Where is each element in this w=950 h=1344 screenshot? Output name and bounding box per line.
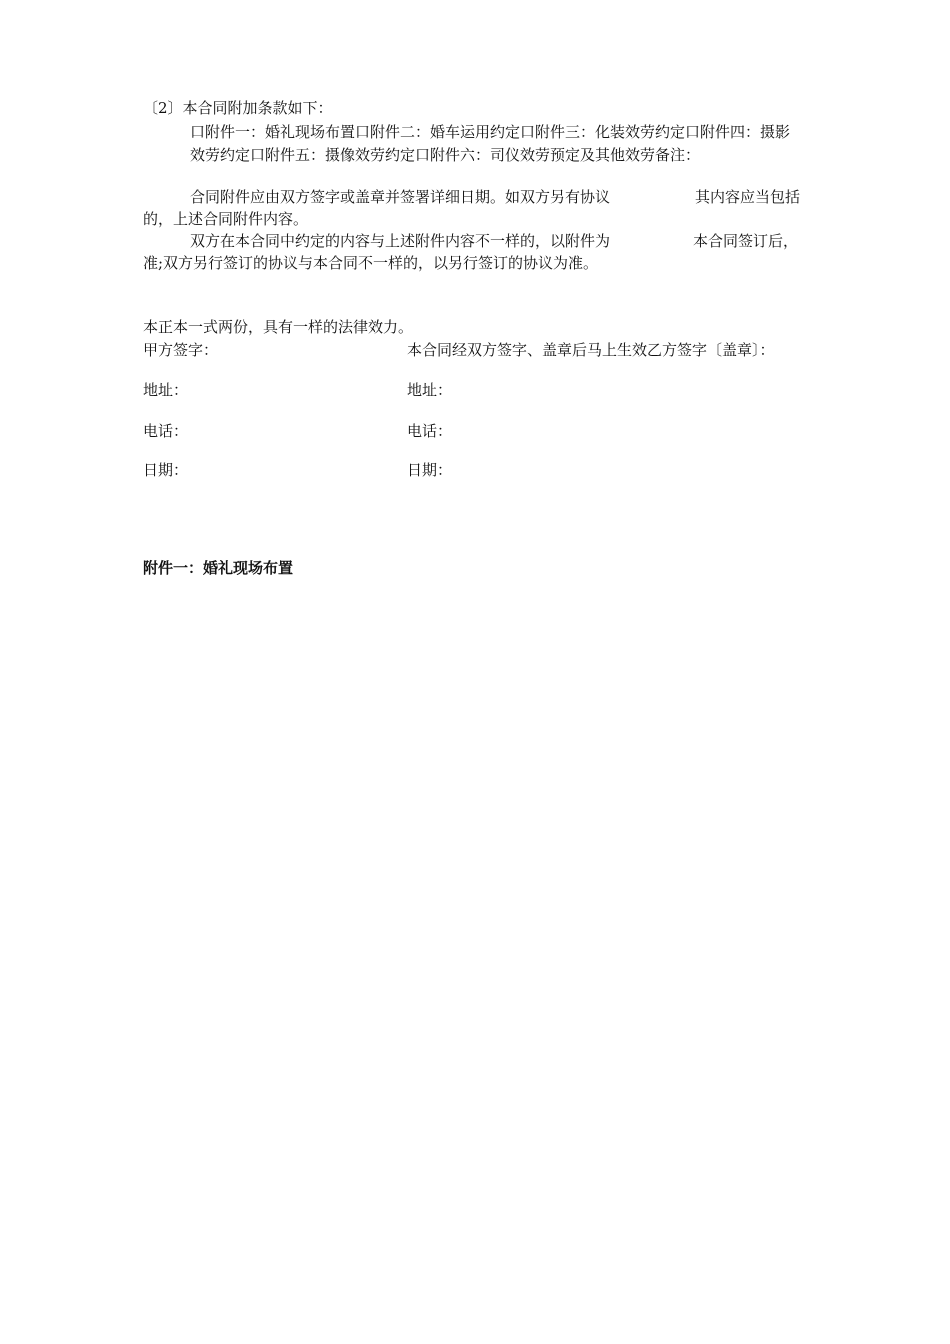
party-a-phone-label: 电话： [143,422,189,440]
para2-line2: 准;双方另行签订的协议与本合同不一样的，以另行签订的协议为准。 [143,254,599,272]
para1-line1-right: 其内容应当包括 [695,188,801,206]
para2-line1-left: 双方在本合同中约定的内容与上述附件内容不一样的，以附件为 [190,232,611,250]
party-b-date-label: 日期： [407,461,453,479]
party-a-signature-label: 甲方签字： [143,341,219,359]
para1-line1-left: 合同附件应由双方签字或盖章并签署详细日期。如双方另有协议 [190,188,611,206]
party-a-date-label: 日期： [143,461,189,479]
para2-line1-right: 本合同签订后， [693,232,799,250]
para1-line2: 的，上述合同附件内容。 [143,210,309,228]
clause-heading: 〔2〕本合同附加条款如下： [143,99,333,117]
attachments-line-1: 口附件一：婚礼现场布置口附件二：婚车运用约定口附件三：化装效劳约定口附件四：摄影 [190,123,791,141]
party-b-phone-label: 电话： [407,422,453,440]
copies-statement: 本正本一式两份，具有一样的法律效力。 [143,318,414,336]
party-a-address-label: 地址： [143,381,189,399]
party-b-signature-label: 本合同经双方签字、盖章后马上生效乙方签字〔盖章〕： [407,341,775,359]
appendix-title: 附件一：婚礼现场布置 [143,559,294,577]
attachments-line-2: 效劳约定口附件五：摄像效劳约定口附件六：司仪效劳预定及其他效劳备注： [190,146,701,164]
party-b-address-label: 地址： [407,381,453,399]
